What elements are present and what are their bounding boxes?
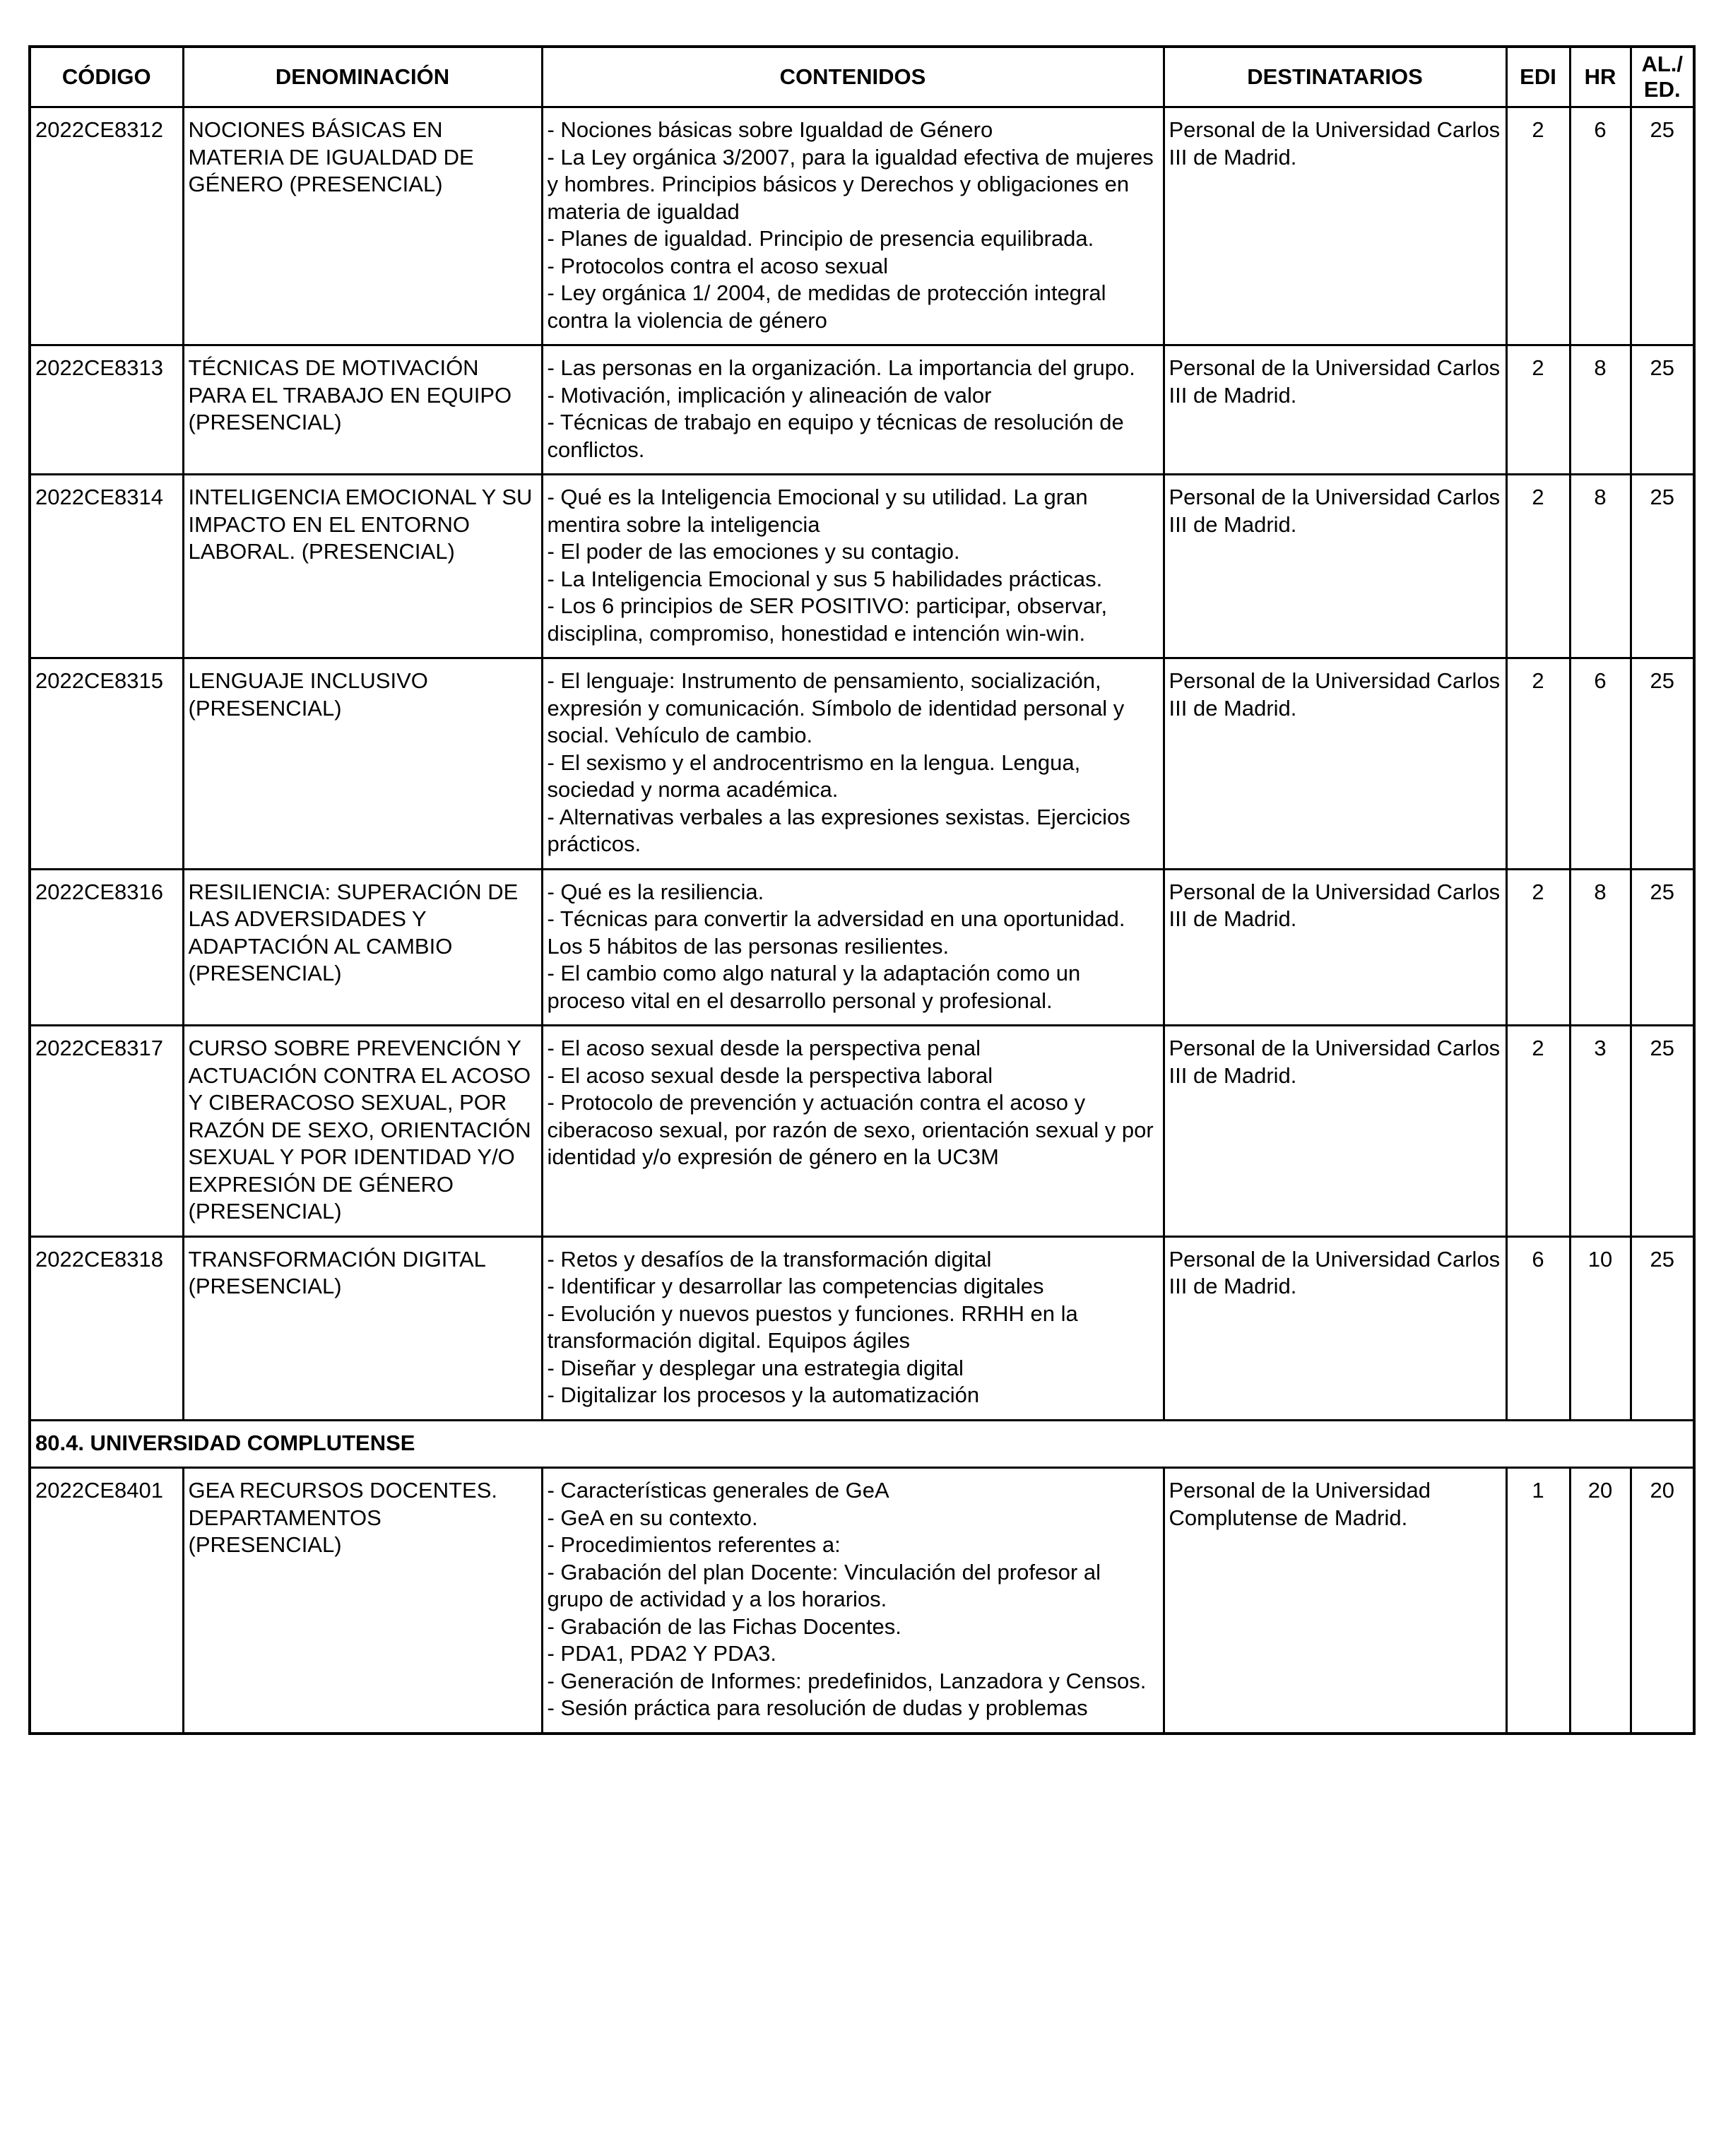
cell-code: 2022CE8314 [30,475,183,658]
contents-line: - El acoso sexual desde la perspectiva laboral [547,1062,993,1088]
cell-code: 2022CE8317 [30,1026,183,1237]
header-row [30,47,1694,107]
cell-edi: 2 [1506,869,1570,1026]
table-row [30,1236,1694,1420]
table-row [30,475,1694,658]
contents-line: - El sexismo y el androcentrismo en la lengua. Lengua, sociedad y norma académica. [547,750,1081,802]
header-recipients: DESTINATARIOS [1164,47,1506,107]
cell-recipients: Personal de la Universidad Carlos III de Madrid. [1164,1026,1506,1237]
cell-contents [542,1236,1164,1420]
contents-line: - Planes de igualdad. Principio de presencia equilibrada. [547,226,1094,251]
cell-hr: 10 [1570,1236,1631,1420]
cell-contents [542,345,1164,475]
contents-line: - Diseñar y desplegar una estrategia digital [547,1355,964,1380]
contents-line: - Ley orgánica 1/ 2004, de medidas de protección integral contra la violencia de género [547,280,1106,333]
cell-denomination: CURSO SOBRE PREVENCIÓN Y ACTUACIÓN CONTRA EL ACOSO Y CIBERACOSO SEXUAL, POR RAZÓN DE SEXO, ORIENTACIÓN SEXUAL Y POR IDENTIDAD Y/O EXPRESIÓN DE GÉNERO (PRESENCIAL) [183,1026,542,1237]
cell-recipients: Personal de la Universidad Carlos III de Madrid. [1164,345,1506,475]
cell-denomination: TÉCNICAS DE MOTIVACIÓN PARA EL TRABAJO EN EQUIPO (PRESENCIAL) [183,345,542,475]
cell-recipients: Personal de la Universidad Carlos III de Madrid. [1164,1236,1506,1420]
cell-denomination: NOCIONES BÁSICAS EN MATERIA DE IGUALDAD DE GÉNERO (PRESENCIAL) [183,107,542,345]
contents-line: - Qué es la resiliencia. [547,879,764,904]
contents-line: - GeA en su contexto. [547,1505,758,1530]
table-body [30,107,1694,1421]
contents-line: - El acoso sexual desde la perspectiva penal [547,1036,981,1060]
contents-line: - Evolución y nuevos puestos y funciones. RRHH en la transformación digital. Equipos ágiles [547,1301,1078,1353]
cell-denomination: LENGUAJE INCLUSIVO (PRESENCIAL) [183,658,542,870]
contents-line: - Las personas en la organización. La importancia del grupo. [547,355,1135,380]
cell-recipients: Personal de la Universidad Carlos III de Madrid. [1164,107,1506,345]
header-hr: HR [1570,47,1631,107]
contents-line: - Protocolo de prevención y actuación contra el acoso y ciberacoso sexual, por razón de sexo, orientación sexual y por identidad y/o expresión de género en la UC3M [547,1090,1154,1169]
header-al-ed: AL./ ED. [1631,47,1694,107]
cell-edi: 2 [1506,345,1570,475]
contents-line: - El poder de las emociones y su contagio. [547,539,960,564]
header-denomination: DENOMINACIÓN [183,47,542,107]
cell-al-ed: 25 [1631,345,1694,475]
table-row [30,869,1694,1026]
contents-line: - Motivación, implicación y alineación de valor [547,382,992,408]
cell-denomination: GEA RECURSOS DOCENTES. DEPARTAMENTOS (PRESENCIAL) [183,1468,542,1734]
contents-line: - Digitalizar los procesos y la automatización [547,1382,980,1407]
cell-hr: 6 [1570,107,1631,345]
contents-line: - PDA1, PDA2 Y PDA3. [547,1641,777,1666]
cell-edi: 1 [1506,1468,1570,1734]
contents-line: - Técnicas para convertir la adversidad en una oportunidad. Los 5 hábitos de las personas resilientes. [547,906,1125,959]
cell-contents [542,1468,1164,1734]
courses-table [28,45,1696,1735]
cell-hr: 6 [1570,658,1631,870]
cell-code: 2022CE8316 [30,869,183,1026]
contents-line: - El lenguaje: Instrumento de pensamiento, socialización, expresión y comunicación. Símbolo de identidad personal y social. Vehículo de cambio. [547,668,1125,747]
cell-hr: 8 [1570,869,1631,1026]
contents-line: - Qué es la Inteligencia Emocional y su utilidad. La gran mentira sobre la inteligencia [547,485,1088,537]
contents-line: - Protocolos contra el acoso sexual [547,253,888,278]
section-row [30,1420,1694,1468]
cell-denomination: RESILIENCIA: SUPERACIÓN DE LAS ADVERSIDADES Y ADAPTACIÓN AL CAMBIO (PRESENCIAL) [183,869,542,1026]
cell-recipients: Personal de la Universidad Carlos III de Madrid. [1164,869,1506,1026]
contents-line: - Generación de Informes: predefinidos, Lanzadora y Censos. [547,1668,1147,1693]
header-contents: CONTENIDOS [542,47,1164,107]
header-edi: EDI [1506,47,1570,107]
table-row [30,345,1694,475]
table-row [30,658,1694,870]
cell-contents [542,1026,1164,1237]
contents-line: - La Inteligencia Emocional y sus 5 habilidades prácticas. [547,566,1103,591]
contents-line: - Sesión práctica para resolución de dudas y problemas [547,1695,1088,1720]
cell-hr: 20 [1570,1468,1631,1734]
contents-line: - Identificar y desarrollar las competencias digitales [547,1274,1044,1298]
table-row [30,1468,1694,1734]
contents-line: - La Ley orgánica 3/2007, para la igualdad efectiva de mujeres y hombres. Principios básicos y Derechos y obligaciones en materia de igualdad [547,144,1154,224]
cell-recipients: Personal de la Universidad Carlos III de Madrid. [1164,475,1506,658]
cell-recipients: Personal de la Universidad Carlos III de Madrid. [1164,658,1506,870]
cell-edi: 2 [1506,658,1570,870]
section-rows-body [30,1468,1694,1734]
contents-line: - Los 6 principios de SER POSITIVO: participar, observar, disciplina, compromiso, honestidad e intención win-win. [547,593,1108,646]
table-row [30,1026,1694,1237]
contents-line: - Grabación del plan Docente: Vinculación del profesor al grupo de actividad y a los horarios. [547,1559,1101,1611]
header-code: CÓDIGO [30,47,183,107]
cell-contents [542,658,1164,870]
contents-line: - Procedimientos referentes a: [547,1532,841,1557]
table-row [30,107,1694,345]
cell-edi: 2 [1506,1026,1570,1237]
cell-code: 2022CE8313 [30,345,183,475]
cell-al-ed: 25 [1631,658,1694,870]
cell-edi: 6 [1506,1236,1570,1420]
contents-line: - Grabación de las Fichas Docentes. [547,1613,901,1639]
cell-contents [542,869,1164,1026]
cell-contents [542,475,1164,658]
section-title: 80.4. UNIVERSIDAD COMPLUTENSE [30,1420,1694,1468]
contents-line: - Técnicas de trabajo en equipo y técnicas de resolución de conflictos. [547,410,1124,462]
cell-hr: 3 [1570,1026,1631,1237]
cell-denomination: INTELIGENCIA EMOCIONAL Y SU IMPACTO EN EL ENTORNO LABORAL. (PRESENCIAL) [183,475,542,658]
cell-al-ed: 25 [1631,1026,1694,1237]
cell-al-ed: 20 [1631,1468,1694,1734]
cell-al-ed: 25 [1631,869,1694,1026]
contents-line: - Nociones básicas sobre Igualdad de Género [547,117,993,142]
contents-line: - Alternativas verbales a las expresiones sexistas. Ejercicios prácticos. [547,804,1130,856]
cell-denomination: TRANSFORMACIÓN DIGITAL (PRESENCIAL) [183,1236,542,1420]
cell-code: 2022CE8312 [30,107,183,345]
section-body [30,1420,1694,1468]
cell-al-ed: 25 [1631,107,1694,345]
cell-al-ed: 25 [1631,1236,1694,1420]
cell-recipients: Personal de la Universidad Complutense de Madrid. [1164,1468,1506,1734]
cell-edi: 2 [1506,107,1570,345]
contents-line: - El cambio como algo natural y la adaptación como un proceso vital en el desarrollo personal y profesional. [547,961,1081,1013]
cell-edi: 2 [1506,475,1570,658]
contents-line: - Características generales de GeA [547,1478,889,1503]
cell-hr: 8 [1570,475,1631,658]
cell-hr: 8 [1570,345,1631,475]
contents-line: - Retos y desafíos de la transformación digital [547,1246,992,1272]
cell-contents [542,107,1164,345]
cell-al-ed: 25 [1631,475,1694,658]
cell-code: 2022CE8401 [30,1468,183,1734]
cell-code: 2022CE8318 [30,1236,183,1420]
cell-code: 2022CE8315 [30,658,183,870]
